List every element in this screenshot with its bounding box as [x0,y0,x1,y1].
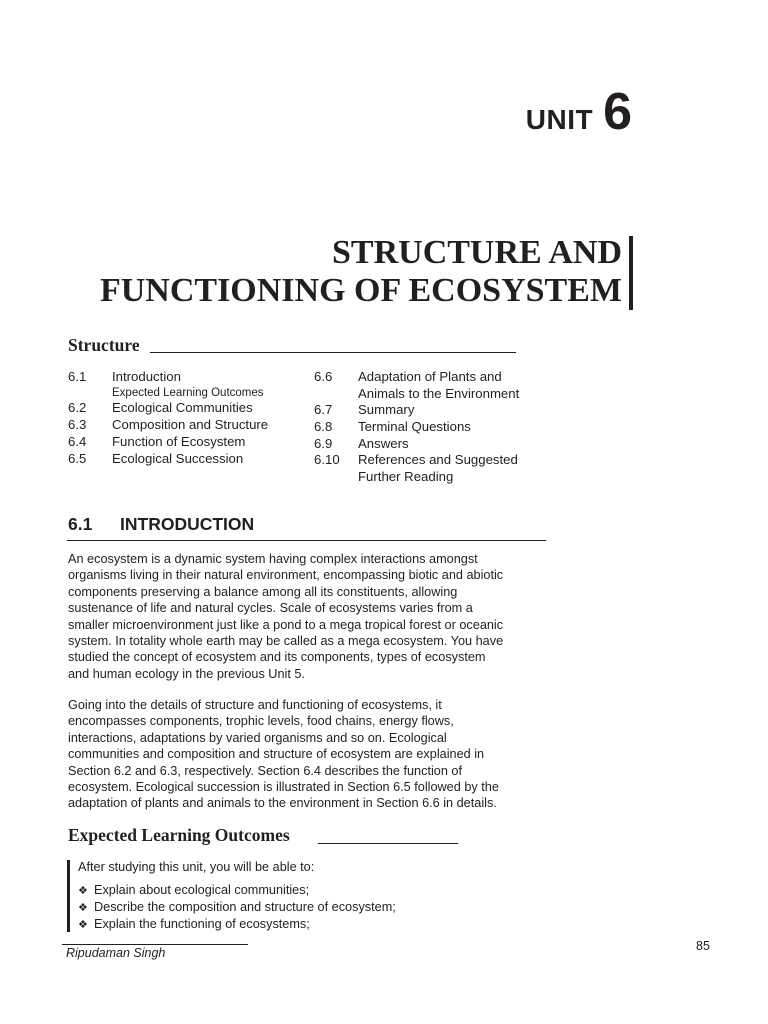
paragraph-line: encompasses components, trophic levels, food chains, energy flows, [68,714,454,729]
outcome-text: Explain the functioning of ecosystems; [94,917,310,931]
paragraph-2 [68,697,558,812]
toc-title: Introduction [112,369,181,384]
section-number: 6.1 [68,514,93,534]
outcomes-vertical-bar [67,860,70,932]
bullet-diamond-icon: ❖ [78,902,88,914]
paragraph-line: smaller microenvironment just like a pond to a mega tropical forest or oceanic [68,617,504,632]
toc-title: Function of Ecosystem [112,434,246,449]
toc-title: Expected Learning Outcomes [112,387,264,399]
page-number: 85 [696,939,710,953]
toc-title: Answers [358,436,409,451]
unit-label: UNIT [525,104,594,135]
paragraph-line: system. In totality whole earth may be called as a mega ecosystem. You have [68,634,504,649]
unit-heading [526,82,632,142]
toc-title: References and Suggested [358,452,518,467]
toc-number: 6.5 [68,451,87,466]
paragraph-line: components preserving a balance among all its constituents, allowing [68,584,458,599]
toc-number: 6.9 [314,436,333,451]
outcome-text: Describe the composition and structure of ecosystem; [94,900,396,914]
unit-number: 6 [603,83,632,141]
toc-title: Composition and Structure [112,417,269,432]
section-heading-rule [67,540,546,541]
toc-number: 6.3 [68,417,87,432]
author-name: Ripudaman Singh [66,946,166,960]
structure-heading: Structure [68,335,140,355]
paragraph-line: and human ecology in the previous Unit 5. [68,666,305,681]
paragraph-line: adaptation of plants and animals to the environment in Section 6.6 in details. [68,796,497,811]
paragraph-line: Section 6.2 and 6.3, respectively. Section 6.4 describes the function of [68,763,463,778]
paragraph-line: communities and composition and structure of ecosystem are explained in [68,747,485,762]
paragraph-line: sustenance of life and natural cycles. Scale of ecosystems varies from a [68,601,473,616]
outcomes-intro: After studying this unit, you will be able to: [78,860,315,874]
paragraph-1 [68,551,558,682]
toc-title: Animals to the Environment [358,386,520,401]
bullet-diamond-icon: ❖ [78,885,88,897]
outcomes-heading-rule [318,843,458,844]
paragraph-line: ecosystem. Ecological succession is illustrated in Section 6.5 followed by the [68,780,499,795]
bullet-diamond-icon: ❖ [78,919,88,931]
outcome-item [78,917,310,931]
toc-number: 6.10 [314,452,340,467]
title-vertical-bar [629,236,633,310]
toc-title: Ecological Succession [112,451,244,466]
outcomes-heading: Expected Learning Outcomes [68,825,290,845]
section-title: INTRODUCTION [120,514,255,534]
toc-number: 6.7 [314,402,333,417]
toc-title: Ecological Communities [112,400,253,415]
paragraph-line: Going into the details of structure and functioning of ecosystems, it [68,698,442,712]
outcome-text: Explain about ecological communities; [94,883,310,897]
paragraph-line: interactions, adaptations by varied organisms and so on. Ecological [68,730,447,745]
toc-number: 6.6 [314,369,333,384]
toc-title: Terminal Questions [358,419,471,434]
title-line-2: FUNCTIONING OF ECOSYSTEM [99,272,622,309]
paragraph-line: studied the concept of ecosystem and its components, types of ecosystem [68,650,486,665]
title-line-1: STRUCTURE AND [332,234,622,271]
structure-heading-rule [150,352,516,353]
toc-title: Summary [358,402,415,417]
toc-number: 6.2 [68,400,87,415]
section-heading [68,514,254,535]
outcome-item [78,900,396,914]
toc-title: Further Reading [358,469,454,484]
toc-number: 6.1 [68,369,87,384]
footer-rule [62,944,248,945]
page-title [22,234,622,310]
toc-number: 6.8 [314,419,333,434]
toc-title: Adaptation of Plants and [358,369,502,384]
toc-number: 6.4 [68,434,87,449]
outcome-item [78,883,309,897]
paragraph-line: An ecosystem is a dynamic system having complex interactions amongst [68,552,478,566]
paragraph-line: organisms living in their natural environment, encompassing biotic and abiotic [68,568,504,583]
